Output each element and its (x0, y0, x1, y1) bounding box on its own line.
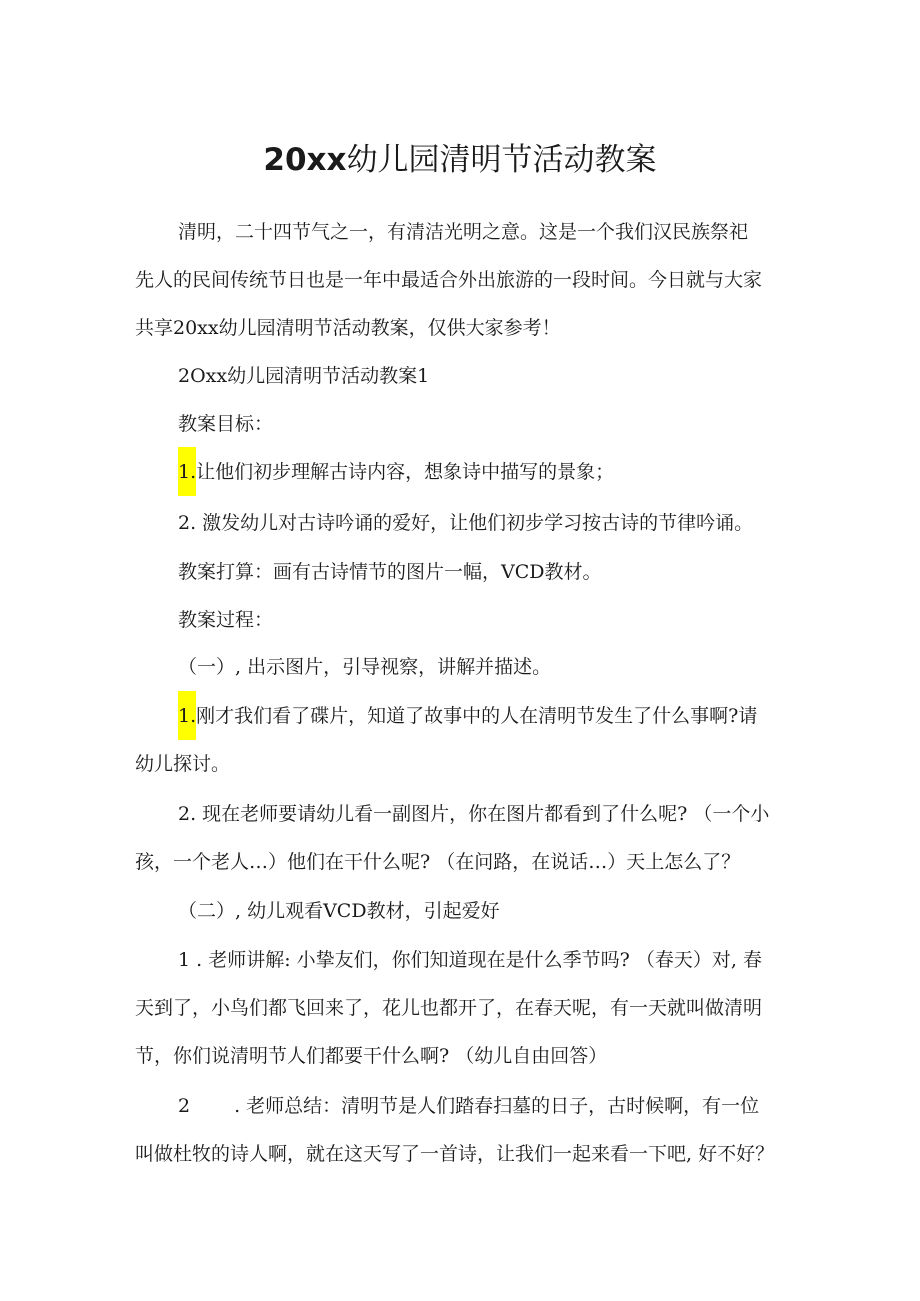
step-1-item-1-line-2: 幼儿探讨。 (135, 753, 231, 775)
process-heading: 教案过程： (178, 609, 274, 631)
step-1-item-1-line-1 (178, 692, 838, 740)
section-heading: 2Oxx幼儿园清明节活动教案1 (178, 365, 430, 387)
intro-line-1: 清明，二十四节气之一，有清洁光明之意。这是一个我们汉民族祭祀 (178, 221, 749, 243)
step-2-item-2-line-1 (178, 1082, 838, 1130)
intro-line-2: 先人的民间传统节日也是一年中最适合外出旅游的一段时间。今日就与大家 (135, 269, 763, 291)
step-2-item-1-line-3: 节，你们说清明节人们都要干什么啊? （幼儿自由回答） (135, 1045, 608, 1067)
step-2-item-1-line-1: 1 . 老师讲解: 小挚友们，你们知道现在是什么季节吗? （春天）对, 春 (178, 949, 762, 971)
goal-1 (178, 448, 838, 496)
title-rest: 幼儿园清明节活动教案 (346, 142, 657, 178)
step-1-heading: （一）, 出示图片，引导视察，讲解并描述。 (178, 656, 552, 678)
goals-heading: 教案目标： (178, 413, 274, 435)
step-2-heading: （二）, 幼儿观看VCD教材，引起爱好 (178, 900, 500, 922)
step-1-item-1-number: 1. (178, 691, 196, 740)
title-prefix: 20xx (263, 142, 347, 178)
step-2-item-1-line-2: 天到了，小鸟们都飞回来了，花儿也都开了，在春天呢，有一天就叫做清明 (135, 997, 763, 1019)
intro-line-3: 共享20xx幼儿园清明节活动教案，仅供大家参考！ (135, 317, 561, 339)
step-1-item-2-line-1: 2. 现在老师要请幼儿看一副图片，你在图片都看到了什么呢? （一个小 (178, 803, 770, 825)
prep-line: 教案打算：画有古诗情节的图片一幅，VCD教材。 (178, 561, 602, 583)
step-2-item-2-line-2: 叫做杜牧的诗人啊，就在这天写了一首诗，让我们一起来看一下吧, 好不好？ (135, 1143, 775, 1165)
goal-1-text: 让他们初步理解古诗内容，想象诗中描写的景象； (196, 461, 615, 483)
step-1-item-2-line-2: 孩，一个老人…）他们在干什么呢? （在问路，在说话…）天上怎么了？ (135, 851, 741, 873)
step-1-item-1-text: 刚才我们看了碟片，知道了故事中的人在清明节发生了什么事啊?请 (196, 705, 758, 727)
goal-1-number: 1. (178, 447, 196, 496)
step-2-item-2-text: . 老师总结：清明节是人们踏春扫墓的日子，古时候啊，有一位 (234, 1095, 760, 1117)
goal-2: 2. 激发幼儿对古诗吟诵的爱好，让他们初步学习按古诗的节律吟诵。 (178, 512, 754, 534)
document-title (0, 138, 920, 182)
step-2-item-2-number: 2 (178, 1095, 191, 1117)
